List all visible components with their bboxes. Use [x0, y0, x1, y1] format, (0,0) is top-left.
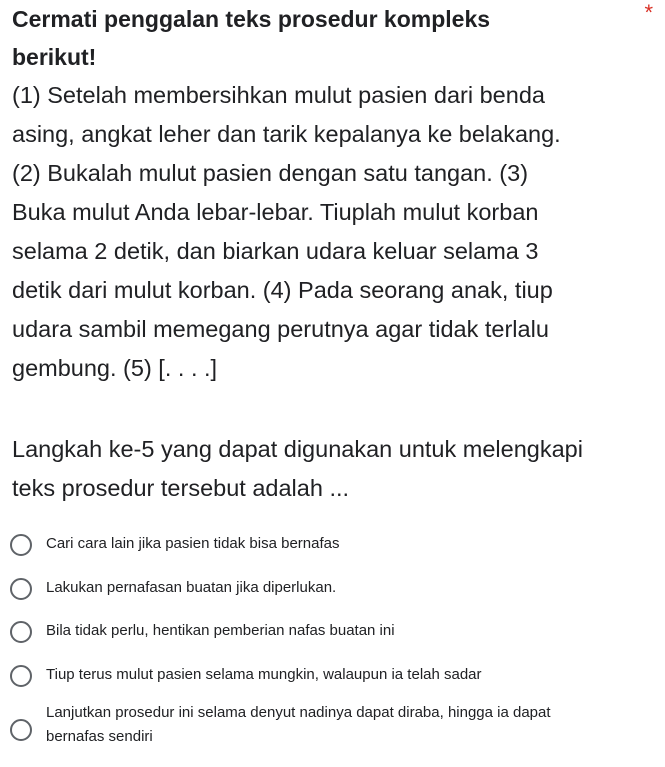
radio-button-icon[interactable]	[10, 578, 32, 600]
prompt-line: Langkah ke-5 yang dapat digunakan untuk melengkapi	[12, 436, 583, 462]
required-asterisk: *	[644, 0, 653, 25]
answer-option-3[interactable]	[10, 611, 650, 655]
answer-option-label: Bila tidak perlu, hentikan pemberian nafas buatan ini	[46, 622, 395, 639]
answer-option-label: Cari cara lain jika pasien tidak bisa bernafas	[46, 535, 340, 552]
passage-line: detik dari mulut korban. (4) Pada seorang anak, tiup	[12, 277, 553, 303]
passage-line: (1) Setelah membersihkan mulut pasien dari benda	[12, 82, 545, 108]
answer-option-1[interactable]	[10, 524, 650, 568]
passage-line: Buka mulut Anda lebar-lebar. Tiuplah mulut korban	[12, 199, 539, 225]
prompt-line: teks prosedur tersebut adalah ...	[12, 475, 350, 501]
answer-option-label: Tiup terus mulut pasien selama mungkin, walaupun ia telah sadar	[46, 666, 482, 683]
passage-line: asing, angkat leher dan tarik kepalanya ke belakang.	[12, 121, 561, 147]
answer-option-label: Lakukan pernafasan buatan jika diperlukan.	[46, 579, 337, 596]
passage-line: selama 2 detik, dan biarkan udara keluar selama 3	[12, 238, 539, 264]
answer-options	[10, 524, 650, 755]
answer-option-4[interactable]	[10, 655, 650, 699]
radio-button-icon[interactable]	[10, 534, 32, 556]
radio-button-icon[interactable]	[10, 665, 32, 687]
question-prompt	[12, 430, 652, 508]
answer-option-label-line-2: bernafas sendiri	[46, 728, 153, 745]
radio-button-icon[interactable]	[10, 621, 32, 643]
question-title-line-1: Cermati penggalan teks prosedur kompleks	[12, 6, 491, 32]
passage-line: udara sambil memegang perutnya agar tidak terlalu	[12, 316, 549, 342]
answer-option-2[interactable]	[10, 568, 650, 611]
question-text	[12, 0, 642, 388]
answer-option-5[interactable]	[10, 699, 650, 755]
procedure-passage	[12, 76, 642, 388]
answer-option-label-line-1: Lanjutkan prosedur ini selama denyut nadinya dapat diraba, hingga ia dapat	[46, 704, 551, 721]
passage-line: gembung. (5) [. . . .]	[12, 355, 218, 381]
passage-line: (2) Bukalah mulut pasien dengan satu tangan. (3)	[12, 160, 529, 186]
radio-button-icon[interactable]	[10, 719, 32, 741]
question-title-line-2: berikut!	[12, 44, 97, 70]
answer-option-label	[46, 699, 650, 749]
